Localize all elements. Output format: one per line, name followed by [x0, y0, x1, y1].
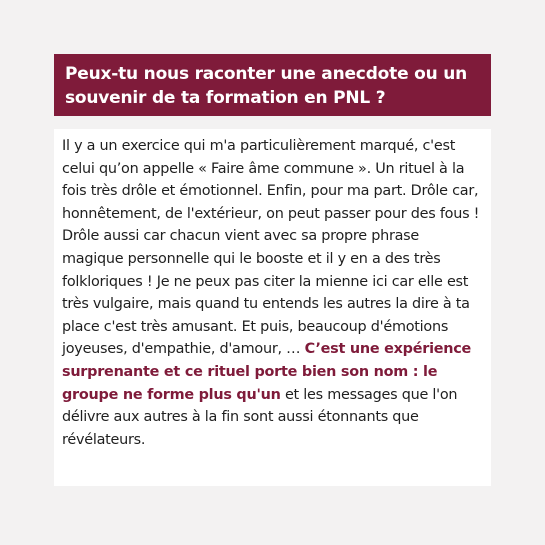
answer-text-intro: Il y a un exercice qui m'a particulièrement marqué, c'est celui qu’on appelle « Faire âme commune ». Un rituel à la fois très drôle et émotionnel. Enfin, pour ma part. Drôle car, honnêtement, de l'extérieur, on peut passer pour des fous ! Drôle aussi car chacun vient avec sa propre phrase magique personnelle qui le booste et il y en a des très folkloriques ! Je ne peux pas citer la mienne ici car elle est très vulgaire, mais quand tu entends les autres la dire à ta place c'est très amusant. Et puis, beaucoup d'émotions joyeuses, d'empathie, d'amour, … — [62, 138, 480, 358]
answer-card — [54, 129, 491, 486]
question-banner — [54, 54, 491, 116]
answer-text-outro: et les messages que l'on délivre aux autres à la fin sont aussi étonnants que révélateurs. — [62, 386, 458, 448]
answer-paragraph — [62, 135, 484, 451]
question-text: Peux-tu nous raconter une anecdote ou un souvenir de ta formation en PNL ? — [65, 64, 468, 108]
answer-highlight: C’est une expérience surprenante et ce rituel porte bien son nom : le groupe ne forme plus qu'un — [62, 341, 472, 403]
